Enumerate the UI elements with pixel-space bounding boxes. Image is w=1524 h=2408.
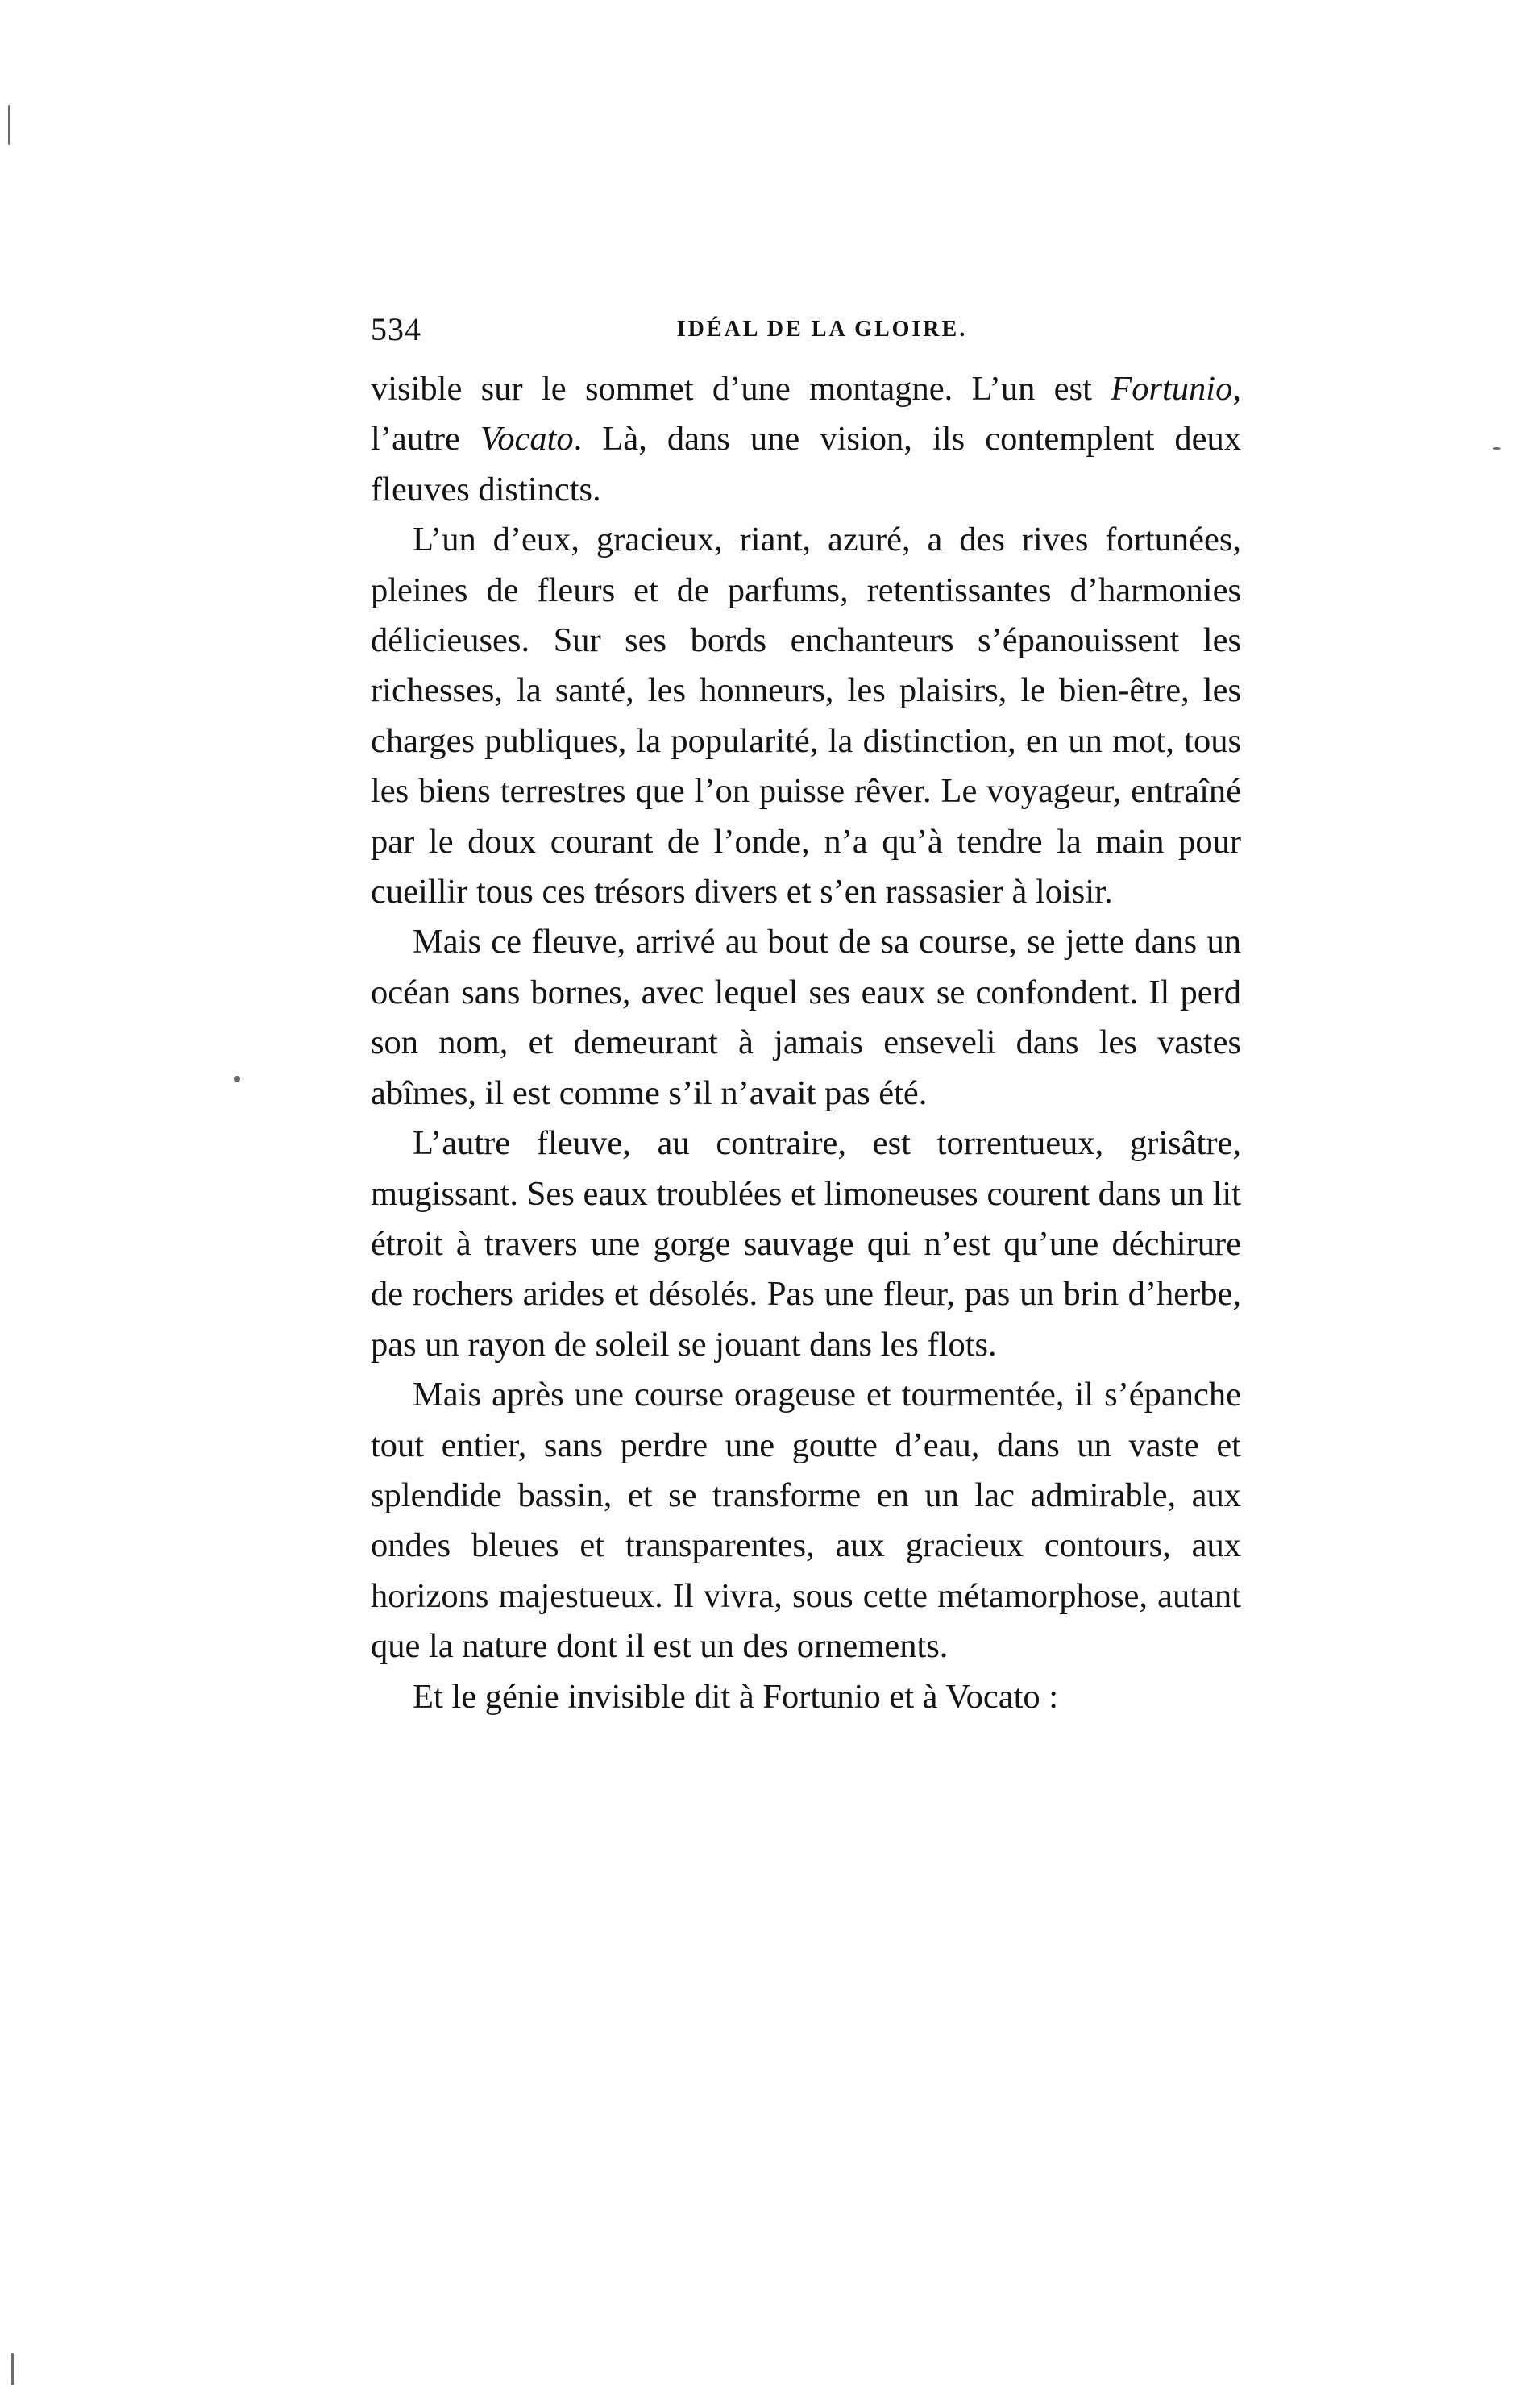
running-title: IDÉAL DE LA GLOIRE.	[676, 317, 968, 342]
paragraph-5: Mais après une course orageuse et tourmentée, il s’épanche tout entier, sans perdre une goutte d’eau, dans un vaste et splendide bassin, et se transforme en un lac admirable, aux ondes bleues et transparentes, aux gracieux contours, aux horizons majestueux. Il vivra, sous cette métamorphose, autant que la nature dont il est un des ornements.	[371, 1376, 1241, 1666]
paragraph-3: Mais ce fleuve, arrivé au bout de sa course, se jette dans un océan sans bornes, avec lequel ses eaux se confondent. Il perd son nom, et demeurant à jamais enseveli dans les vastes abîmes, il est comme s’il n’avait pas été.	[371, 923, 1241, 1112]
page-header	[371, 310, 1241, 359]
scan-speck	[8, 105, 10, 145]
paragraph-1-text-b: , l’autre	[371, 370, 1241, 459]
paragraph-1	[371, 364, 1241, 515]
paragraph-1-text-c: . Là, dans une vision, ils contemplent deux fleuves distincts.	[371, 420, 1241, 509]
page-body	[371, 364, 1241, 1722]
page-number: 534	[371, 311, 421, 347]
scan-speck	[234, 1076, 240, 1082]
paragraph-2: L’un d’eux, gracieux, riant, azuré, a des rives fortunées, pleines de fleurs et de parfums, retentissantes d’harmonies délicieuses. Sur ses bords enchanteurs s’épanouissent les richesses, la santé, les honneurs, les plaisirs, le bien-être, les charges publiques, la popularité, la distinction, en un mot, tous les biens terrestres que l’on puisse rêver. Le voyageur, entraîné par le doux courant de l’onde, n’a qu’à tendre la main pour cueillir tous ces trésors divers et s’en rassasier à loisir.	[371, 521, 1241, 911]
scan-speck	[11, 2353, 14, 2385]
name-fortunio: Fortunio	[1111, 370, 1233, 408]
paragraph-4: L’autre fleuve, au contraire, est torrentueux, grisâtre, mugissant. Ses eaux troublées et limoneuses courent dans un lit étroit à travers une gorge sauvage qui n’est qu’une déchirure de rochers arides et désolés. Pas une fleur, pas un brin d’herbe, pas un rayon de soleil se jouant dans les flots.	[371, 1124, 1241, 1364]
scan-speck	[1493, 447, 1501, 450]
paragraph-1-text-a: visible sur le sommet d’une montagne. L’un est	[371, 370, 1111, 408]
name-vocato: Vocato	[480, 420, 574, 459]
paragraph-6: Et le génie invisible dit à Fortunio et à Vocato :	[413, 1677, 1059, 1716]
